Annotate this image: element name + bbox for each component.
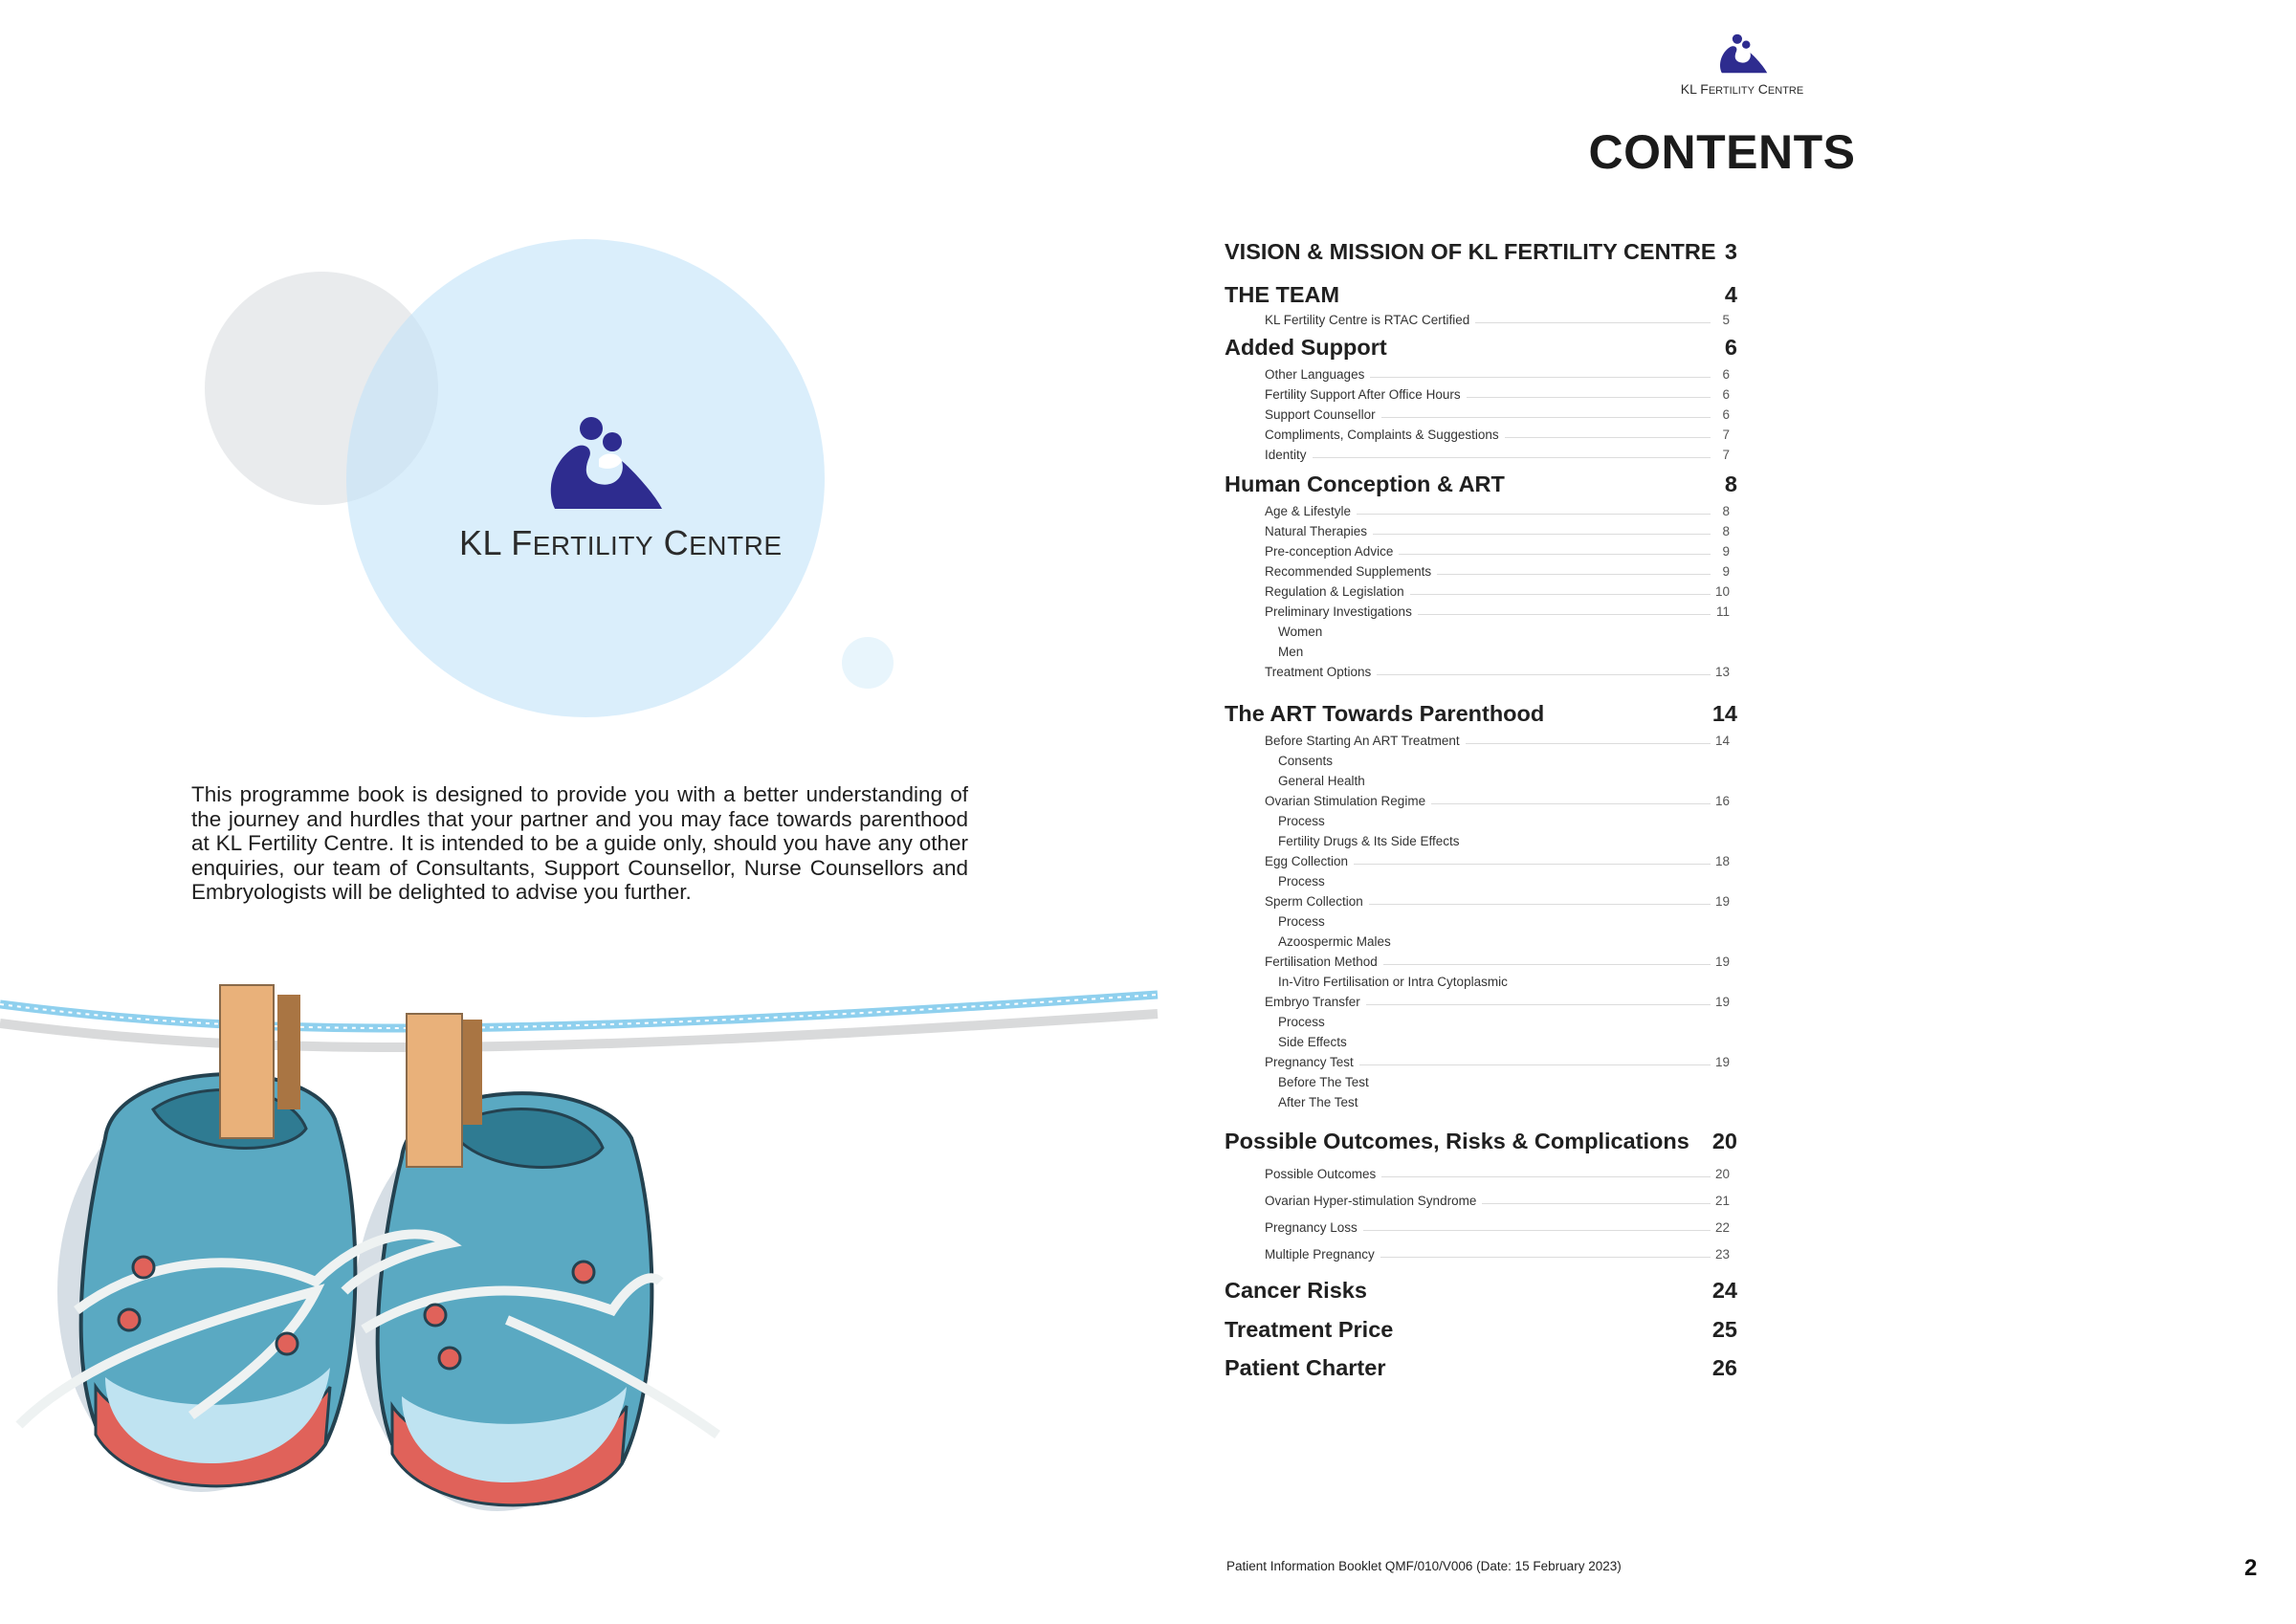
toc-item-pregnancy-loss[interactable]: Pregnancy Loss 22 [1265,1220,1730,1235]
toc-heading-added-support[interactable]: Added Support 6 [1225,335,1737,360]
toc-heading-art[interactable]: The ART Towards Parenthood 14 [1225,701,1737,726]
toc-item-before-art[interactable]: Before Starting An ART Treatment 14 [1265,734,1730,748]
toc-subitem-ivf[interactable]: In-Vitro Fertilisation or Intra Cytoplasmic [1278,975,1508,989]
toc-subitem-women[interactable]: Women [1278,625,1323,639]
toc-item-identity[interactable]: Identity 7 [1265,448,1730,462]
logo-wordmark-small: KL FERTILITY CENTRE [1680,81,1804,97]
toc-item-sperm-collection[interactable]: Sperm Collection 19 [1265,894,1730,909]
toc-heading-treatment-price[interactable]: Treatment Price 25 [1225,1317,1737,1342]
toc-subitem-fertility-drugs[interactable]: Fertility Drugs & Its Side Effects [1278,834,1460,848]
toc-subitem-side-effects[interactable]: Side Effects [1278,1035,1347,1049]
logo-wordmark: KL FERTILITY CENTRE [459,523,783,562]
toc-heading-outcomes[interactable]: Possible Outcomes, Risks & Complications 20 [1225,1129,1737,1153]
toc-subitem-before-test[interactable]: Before The Test [1278,1075,1369,1089]
toc-subitem-consents[interactable]: Consents [1278,754,1334,768]
toc-heading-team[interactable]: THE TEAM 4 [1225,282,1737,307]
toc-item-after-hours[interactable]: Fertility Support After Office Hours 6 [1265,387,1730,402]
toc-item-other-languages[interactable]: Other Languages 6 [1265,367,1730,382]
toc-item-regulation[interactable]: Regulation & Legislation 10 [1265,584,1730,599]
toc-item-rtac[interactable]: KL Fertility Centre is RTAC Certified 5 [1265,313,1730,327]
page-number: 2 [2244,1555,2258,1581]
toc-item-pregnancy-test[interactable]: Pregnancy Test 19 [1265,1055,1730,1069]
kl-fertility-logo-small [1670,33,1814,97]
intro-paragraph: This programme book is designed to provide you with a better understanding of the journey and hurdles that your partner and you may face towards parenthood at KL Fertility Centre. It is intended to be a guide only, should you have any other enquiries, our team of Consultants, Support Counsellor, Nurse Counsellors and Embryologists will be delighted to advise you further. [191,782,968,904]
toc-subitem-general-health[interactable]: General Health [1278,774,1365,788]
footer-document-reference: Patient Information Booklet QMF/010/V006 (Date: 15 February 2023) [1226,1559,1622,1573]
toc-subitem-egg-process[interactable]: Process [1278,874,1325,889]
toc-item-treatment-options[interactable]: Treatment Options 13 [1265,665,1730,679]
toc-item-multiple-pregnancy[interactable]: Multiple Pregnancy 23 [1265,1247,1730,1262]
toc-item-embryo-transfer[interactable]: Embryo Transfer 19 [1265,995,1730,1009]
kl-fertility-logo-icon-small [1713,33,1771,75]
toc-item-possible-outcomes[interactable]: Possible Outcomes 20 [1265,1167,1730,1181]
decorative-circle-small [842,637,894,689]
contents-title: CONTENTS [1588,125,1856,179]
toc-item-compliments[interactable]: Compliments, Complaints & Suggestions 7 [1265,428,1730,442]
toc-subitem-men[interactable]: Men [1278,645,1304,659]
toc-heading-patient-charter[interactable]: Patient Charter 26 [1225,1355,1737,1380]
toc-heading-human-conception[interactable]: Human Conception & ART 8 [1225,472,1737,496]
toc-item-ohss[interactable]: Ovarian Hyper-stimulation Syndrome 21 [1265,1194,1730,1208]
toc-item-support-counsellor[interactable]: Support Counsellor 6 [1265,407,1730,422]
toc-item-age-lifestyle[interactable]: Age & Lifestyle 8 [1265,504,1730,518]
toc-subitem-azoospermic[interactable]: Azoospermic Males [1278,934,1391,949]
toc-item-preliminary[interactable]: Preliminary Investigations 11 [1265,604,1730,619]
toc-subitem-embryo-process[interactable]: Process [1278,1015,1325,1029]
toc-item-preconception[interactable]: Pre-conception Advice 9 [1265,544,1730,559]
kl-fertility-logo-icon [536,413,670,513]
toc-heading-vision[interactable]: VISION & MISSION OF KL FERTILITY CENTRE 3 [1225,239,1737,264]
toc-item-ovarian[interactable]: Ovarian Stimulation Regime 16 [1265,794,1730,808]
toc-item-egg-collection[interactable]: Egg Collection 18 [1265,854,1730,868]
toc-item-supplements[interactable]: Recommended Supplements 9 [1265,564,1730,579]
baby-shoes-illustration [0,966,1167,1530]
toc-item-fertilisation[interactable]: Fertilisation Method 19 [1265,955,1730,969]
toc-heading-cancer-risks[interactable]: Cancer Risks 24 [1225,1278,1737,1303]
toc-subitem-ovarian-process[interactable]: Process [1278,814,1325,828]
kl-fertility-logo [459,413,783,563]
toc-subitem-sperm-process[interactable]: Process [1278,914,1325,929]
toc-subitem-after-test[interactable]: After The Test [1278,1095,1358,1109]
toc-item-natural-therapies[interactable]: Natural Therapies 8 [1265,524,1730,538]
